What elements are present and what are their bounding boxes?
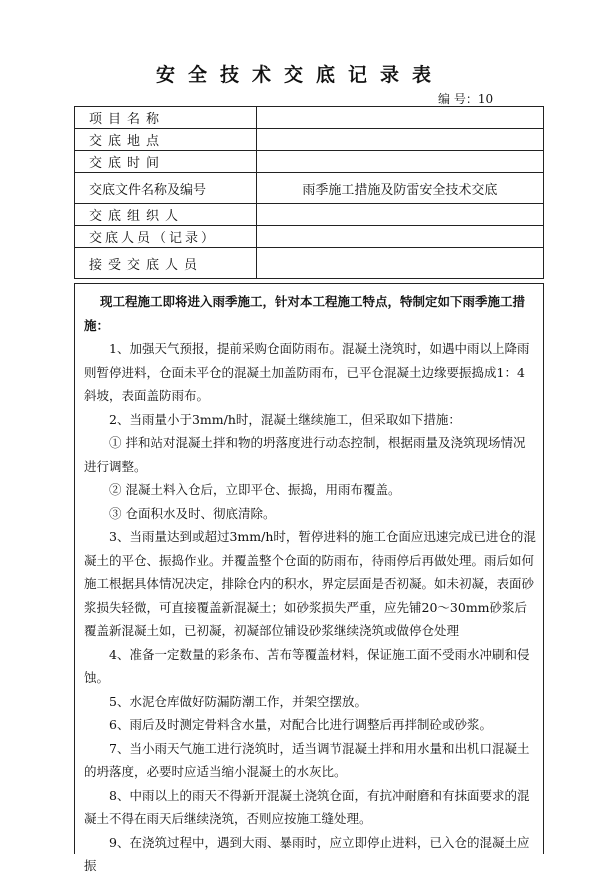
- table-row: [75, 204, 544, 226]
- paragraph: 2、当雨量小于3mm/h时，混凝土继续施工，但采取如下措施：: [109, 411, 461, 427]
- field-value: [256, 107, 543, 129]
- document-number: 编 号：10: [438, 92, 494, 106]
- field-value: [256, 204, 543, 226]
- field-value: [256, 129, 543, 151]
- field-value: [256, 151, 543, 173]
- paragraph: 3、当雨量达到或超过3mm/h时，暂停进料的施工仓面应迅速完成已进仓的混凝土的平仓、振捣作业。并覆盖整个仓面的防雨布，待雨停后再做处理。雨后如何施工根据具体情况决定，排除仓内的积水，界定层面是否初凝。如未初凝，表面砂浆损失轻微，可直接覆盖新混凝土；如砂浆损失严重，应先铺20～30mm砂浆后覆盖新混凝土如，已初凝，初凝部位铺设砂浆继续浇筑或做停仓处理: [84, 529, 536, 638]
- paragraph: 5、水泥仓库做好防漏防潮工作，并架空摆放。: [109, 693, 367, 709]
- paragraph: ③ 仓面积水及时、彻底清除。: [109, 505, 276, 521]
- table-row: [75, 173, 544, 204]
- field-label: 交底组织人: [75, 204, 257, 226]
- intro-text: 现工程施工即将进入雨季施工，针对本工程施工特点，特制定如下雨季施工措施：: [84, 294, 526, 333]
- field-label: 交底地点: [75, 129, 257, 151]
- paragraph: 4、准备一定数量的彩条布、苫布等覆盖材料，保证施工面不受雨水冲刷和侵蚀。: [84, 646, 530, 685]
- paragraph: ① 拌和站对混凝土拌和物的坍落度进行动态控制，根据雨量及浇筑现场情况进行调整。: [84, 435, 526, 474]
- field-label: 交底文件名称及编号: [75, 173, 257, 204]
- paragraph: 9、在浇筑过程中，遇到大雨、暴雨时，应立即停止进料，已入仓的混凝土应振: [84, 834, 530, 873]
- document-title: 安全技术交底记录表: [155, 64, 444, 86]
- table-row: [75, 107, 544, 129]
- field-label: 交底人员（记录）: [75, 226, 257, 248]
- field-label: 项目名称: [75, 107, 257, 129]
- paragraph: ② 混凝土料入仓后，立即平仓、振捣，用雨布覆盖。: [109, 482, 401, 497]
- field-label: 交底时间: [75, 151, 257, 173]
- table-row: [75, 129, 544, 151]
- paragraph: 1、加强天气预报，提前采购仓面防雨布。混凝土浇筑时，如遇中雨以上降雨则暂停进料，仓面未平仓的混凝土加盖防雨布，已平仓混凝土边缘要振捣成1：4斜坡，表面盖防雨布。: [84, 341, 530, 403]
- table-row: [75, 226, 544, 248]
- handover-info-table: [74, 106, 544, 279]
- measures-content: [84, 290, 536, 878]
- paragraph: 7、当小雨天气施工进行浇筑时，适当调节混凝土拌和用水量和出机口混凝土的坍落度，必要时应适当缩小混凝土的水灰比。: [84, 740, 530, 779]
- field-value: [256, 226, 543, 248]
- table-row: [75, 248, 544, 279]
- paragraph: 6、雨后及时测定骨料含水量，对配合比进行调整后再拌制砼或砂浆。: [109, 717, 492, 732]
- paragraph: 8、中雨以上的雨天不得新开混凝土浇筑仓面，有抗冲耐磨和有抹面要求的混凝土不得在雨天后继续浇筑，否则应按施工缝处理。: [84, 787, 530, 826]
- field-label: 接受交底人员: [75, 248, 257, 279]
- field-value: [256, 248, 543, 279]
- table-row: [75, 151, 544, 173]
- field-value: 雨季施工措施及防雷安全技术交底: [256, 173, 543, 204]
